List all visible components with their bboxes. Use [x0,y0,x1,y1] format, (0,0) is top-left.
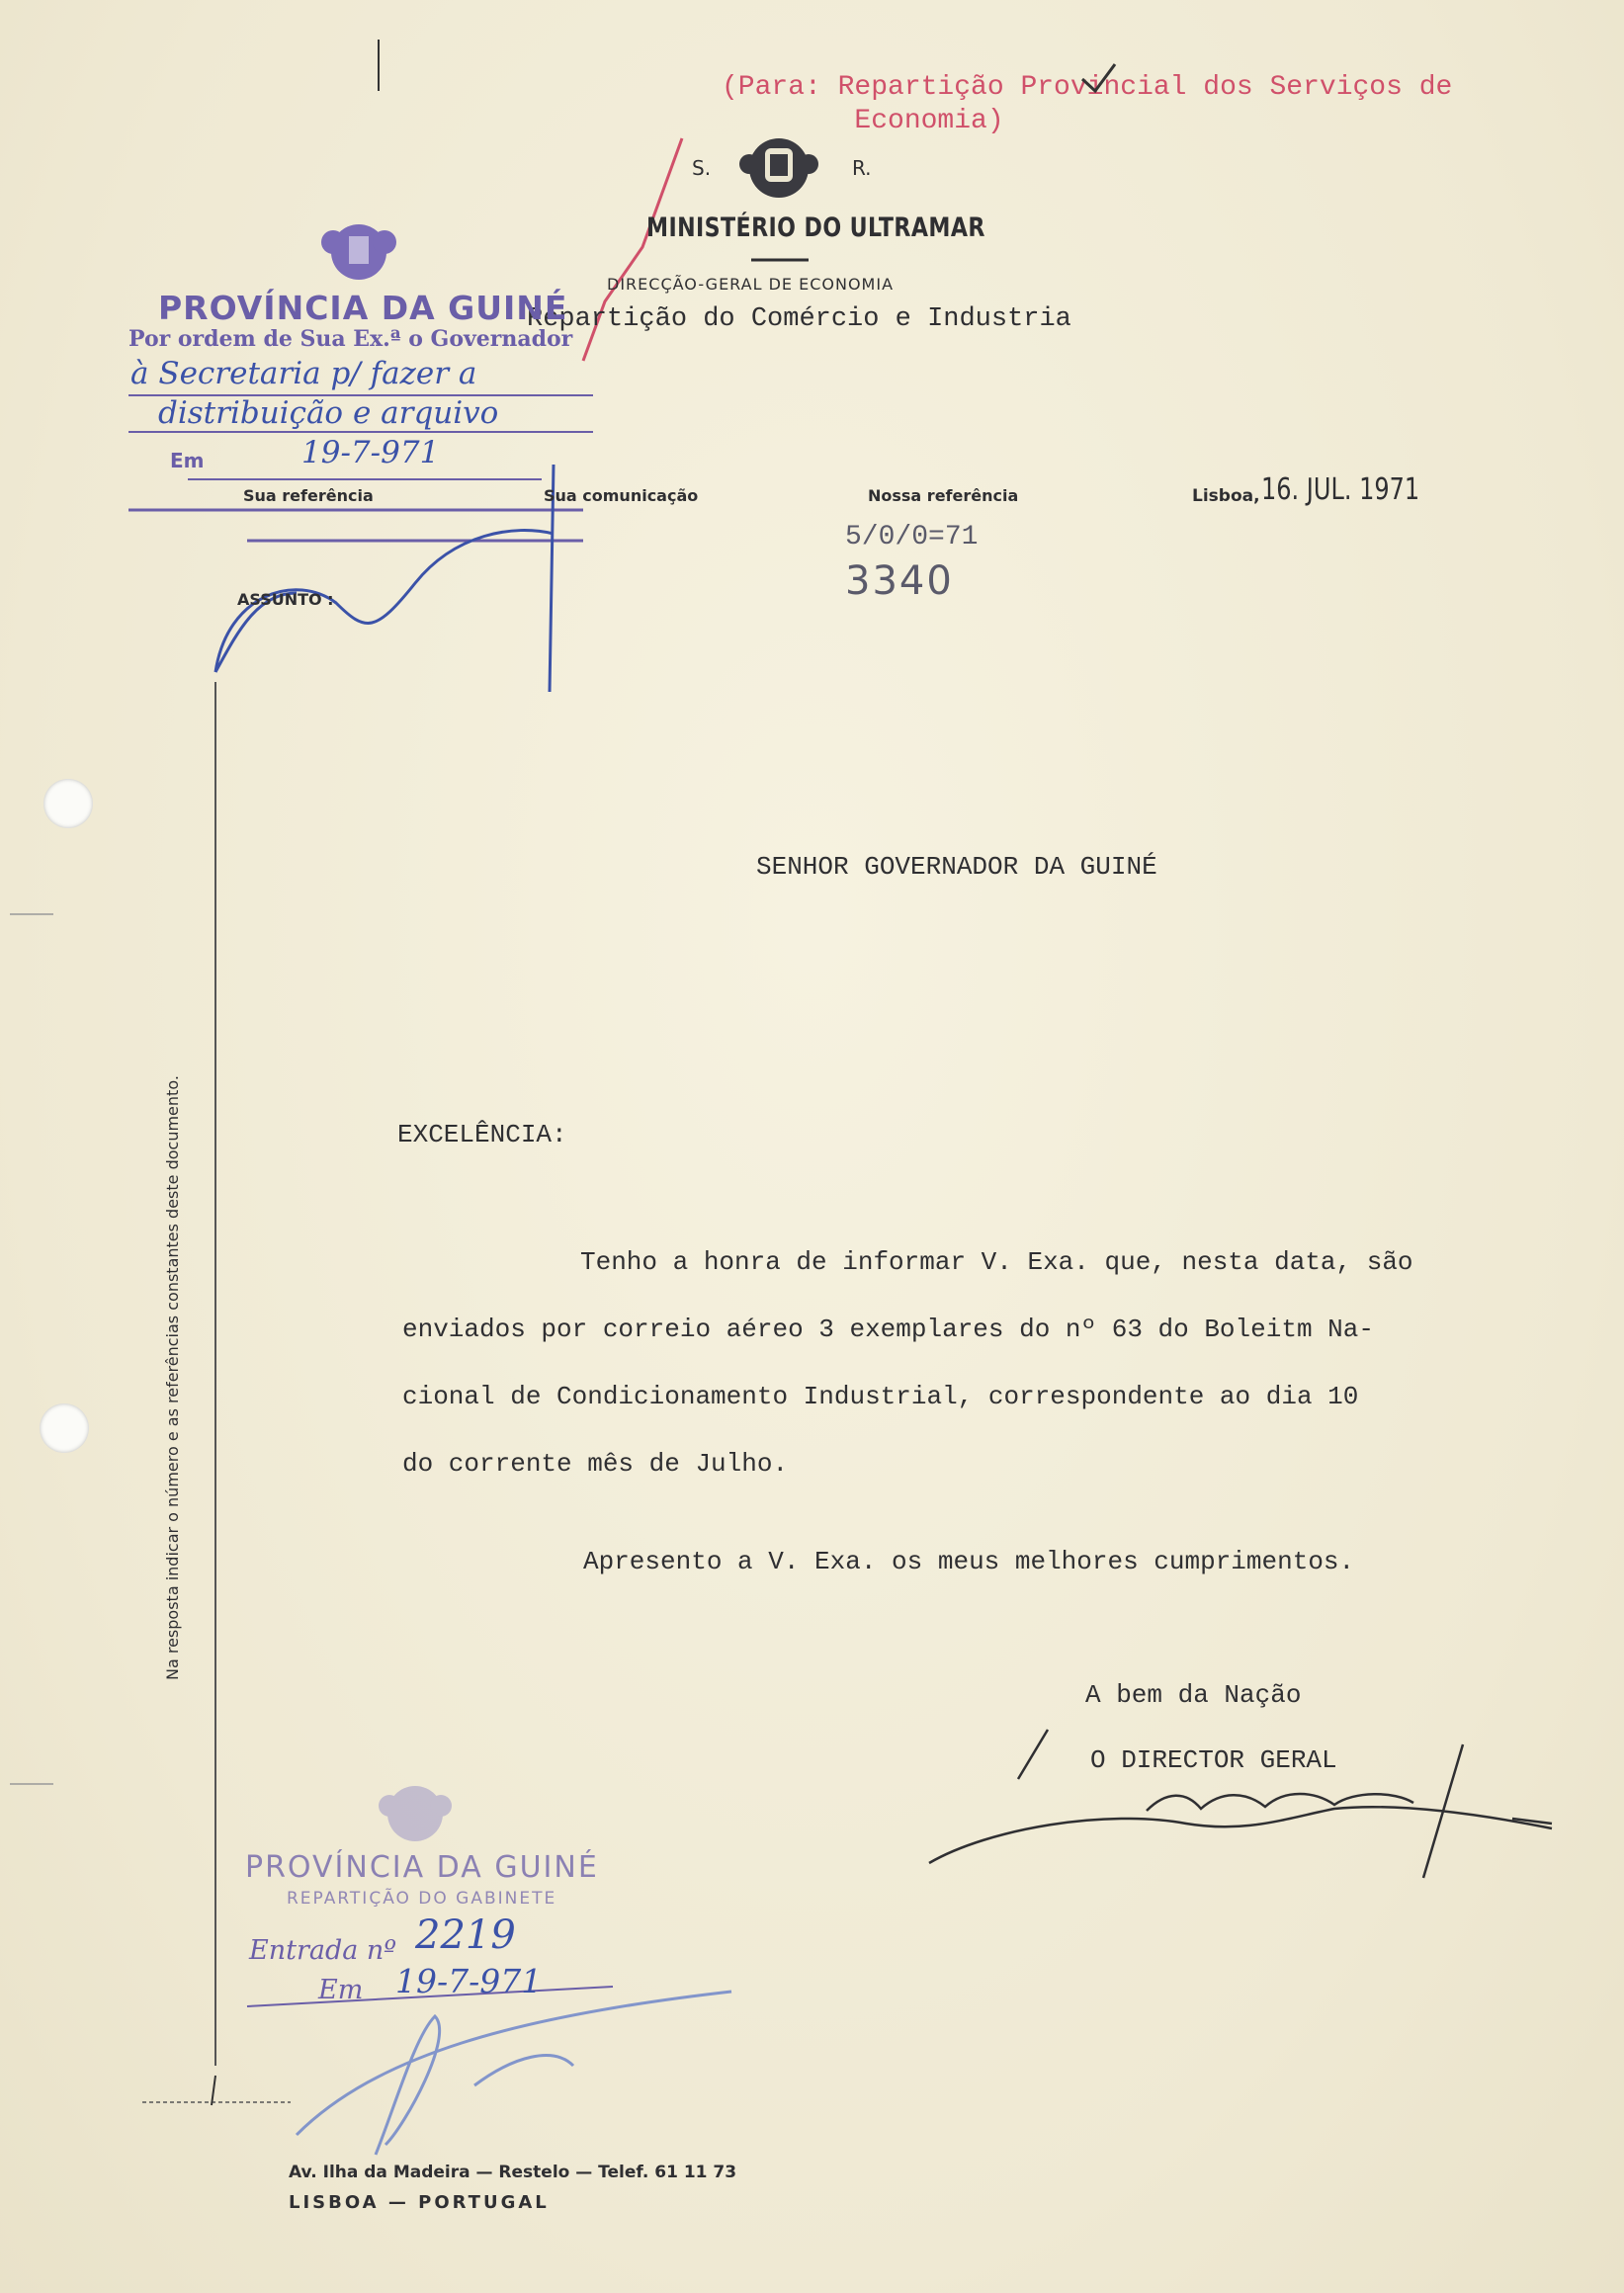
entry-stamp-office: REPARTIÇÃO DO GABINETE [287,1889,557,1909]
entry-stamp-number: 2219 [415,1912,516,1958]
entry-stamp-date: 19-7-971 [395,1962,543,2000]
nossa-referencia-number: 3340 [845,558,954,604]
entry-stamp-em-label: Em [318,1975,364,2005]
date-city: Lisboa, [1192,486,1260,506]
coat-of-arms-icon [739,138,818,198]
stamp-handwritten-line-1: à Secretaria p/ fazer a [130,356,477,391]
stamp-emblem-icon [321,224,396,280]
closing-line-1: A bem da Nação [1085,1680,1302,1710]
date-stamp: 16. JUL. 1971 [1261,472,1420,507]
entry-stamp-province: PROVÍNCIA DA GUINÉ [245,1850,599,1885]
directorate-title: DIRECÇÃO-GERAL DE ECONOMIA [607,275,895,294]
closing-line-2: O DIRECTOR GERAL [1090,1745,1337,1775]
stamp-order-text: Por ordem de Sua Ex.ª o Governador [128,326,573,352]
body-line-1: Tenho a honra de informar V. Exa. que, nesta data, são [580,1247,1413,1277]
routing-annotation: (Para: Repartição Provincial dos Serviços de Economia) [722,72,1453,136]
entry-stamp-label: Entrada nº [249,1935,397,1966]
stamp-emblem-faded-icon [379,1786,452,1841]
salutation: EXCELÊNCIA: [397,1120,567,1149]
sua-comunicacao-label: Sua comunicação [544,486,699,505]
stamp-handwritten-line-2: distribuição e arquivo [158,395,499,431]
ministry-title: MINISTÉRIO DO ULTRAMAR [646,212,985,243]
body-line-3: cional de Condicionamento Industrial, correspondente ao dia 10 [402,1382,1359,1411]
stamp-em-label: Em [170,449,205,472]
stamp-date: 19-7-971 [301,435,440,470]
assunto-label: ASSUNTO : [237,590,334,609]
header-mark-right: R. [852,156,872,180]
footer-city: LISBOA — PORTUGAL [289,2192,550,2213]
header-mark-left: S. [692,156,712,180]
side-note: Na resposta indicar o número e as referências constantes deste documento. [163,1075,182,1680]
nossa-referencia-label: Nossa referência [868,486,1019,505]
body-line-2: enviados por correio aéreo 3 exemplares do nº 63 do Boleitm Na- [402,1315,1374,1344]
body-line-4: do corrente mês de Julho. [402,1449,789,1479]
nossa-referencia-value: 5/0/0=71 [845,522,979,552]
stamp-province: PROVÍNCIA DA GUINÉ [158,289,568,327]
footer-address: Av. Ilha da Madeira — Restelo — Telef. 61 11 73 [289,2163,737,2182]
recipient-line: SENHOR GOVERNADOR DA GUINÉ [756,852,1157,882]
sua-referencia-label: Sua referência [243,486,374,505]
department-title: Repartição do Comércio e Industria [527,304,1071,334]
regards-line: Apresento a V. Exa. os meus melhores cumprimentos. [583,1547,1355,1576]
